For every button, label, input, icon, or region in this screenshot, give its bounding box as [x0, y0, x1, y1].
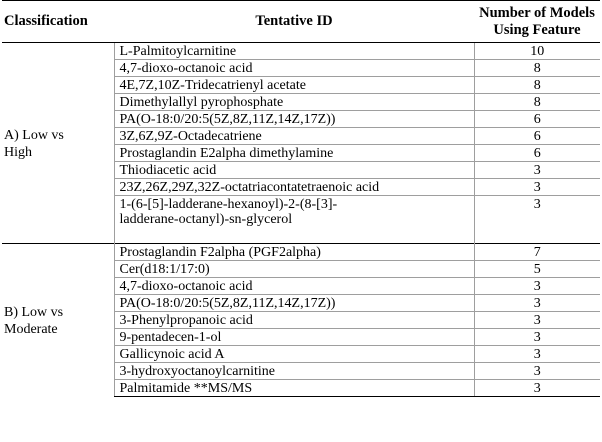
tentative-id-cell: 9-pentadecen-1-ol: [114, 329, 474, 346]
tentative-id-cell: 3-hydroxyoctanoylcarnitine: [114, 363, 474, 380]
model-count-cell: 3: [474, 278, 600, 295]
tentative-id-cell: 3-Phenylpropanoic acid: [114, 312, 474, 329]
model-count-cell: 3: [474, 363, 600, 380]
classification-b-line1: B) Low vs: [4, 304, 64, 320]
classification-a-line1: A) Low vs: [4, 127, 64, 143]
model-count-cell: 6: [474, 128, 600, 145]
tentative-id-cell: Gallicynoic acid A: [114, 346, 474, 363]
table-row: [2, 43, 600, 60]
model-count-cell: 3: [474, 346, 600, 363]
tentative-id-cell: Prostaglandin F2alpha (PGF2alpha): [114, 244, 474, 261]
model-count-cell: 3: [474, 196, 600, 244]
model-count-cell: 3: [474, 312, 600, 329]
classification-cell-a: [2, 43, 114, 244]
model-count-cell: 6: [474, 145, 600, 162]
header-row: [2, 1, 600, 43]
header-classification: Classification: [2, 1, 114, 43]
tentative-id-cell: Dimethylallyl pyrophosphate: [114, 94, 474, 111]
tentative-id-line1: 1-(6-[5]-ladderane-hexanoyl)-2-(8-[3]-: [119, 197, 338, 212]
group-a: [2, 43, 600, 244]
model-count-cell: 3: [474, 162, 600, 179]
tentative-id-line2: ladderane-octanyl)-sn-glycerol: [119, 212, 293, 227]
model-count-cell: 10: [474, 43, 600, 60]
model-count-cell: 3: [474, 329, 600, 346]
tentative-id-cell: 3Z,6Z,9Z-Octadecatriene: [114, 128, 474, 145]
classification-b-line2: Moderate: [4, 321, 58, 337]
tentative-id-cell: [114, 196, 474, 244]
table-row: [2, 244, 600, 261]
group-b: [2, 244, 600, 397]
model-count-cell: 3: [474, 295, 600, 312]
tentative-id-cell: Cer(d18:1/17:0): [114, 261, 474, 278]
tentative-id-cell: 4E,7Z,10Z-Tridecatrienyl acetate: [114, 77, 474, 94]
tentative-id-cell: PA(O-18:0/20:5(5Z,8Z,11Z,14Z,17Z)): [114, 295, 474, 312]
tentative-id-cell: 4,7-dioxo-octanoic acid: [114, 278, 474, 295]
tentative-id-cell: PA(O-18:0/20:5(5Z,8Z,11Z,14Z,17Z)): [114, 111, 474, 128]
model-count-cell: 3: [474, 179, 600, 196]
tentative-id-cell: L-Palmitoylcarnitine: [114, 43, 474, 60]
tentative-id-cell: Prostaglandin E2alpha dimethylamine: [114, 145, 474, 162]
header-num-line1: Number of Models: [479, 4, 595, 21]
tentative-id-cell: 4,7-dioxo-octanoic acid: [114, 60, 474, 77]
feature-table: [2, 0, 600, 397]
model-count-cell: 3: [474, 380, 600, 397]
tentative-id-cell: 23Z,26Z,29Z,32Z-octatriacontatetraenoic acid: [114, 179, 474, 196]
model-count-cell: 8: [474, 94, 600, 111]
model-count-cell: 7: [474, 244, 600, 261]
model-count-cell: 6: [474, 111, 600, 128]
header-num-line2: Using Feature: [493, 21, 581, 38]
classification-a-line2: High: [4, 144, 32, 160]
header-tentative-id: Tentative ID: [114, 1, 474, 43]
tentative-id-cell: Thiodiacetic acid: [114, 162, 474, 179]
model-count-cell: 8: [474, 60, 600, 77]
header-number-of-models: [474, 1, 600, 43]
model-count-cell: 8: [474, 77, 600, 94]
classification-cell-b: [2, 244, 114, 397]
tentative-id-cell: Palmitamide **MS/MS: [114, 380, 474, 397]
model-count-cell: 5: [474, 261, 600, 278]
